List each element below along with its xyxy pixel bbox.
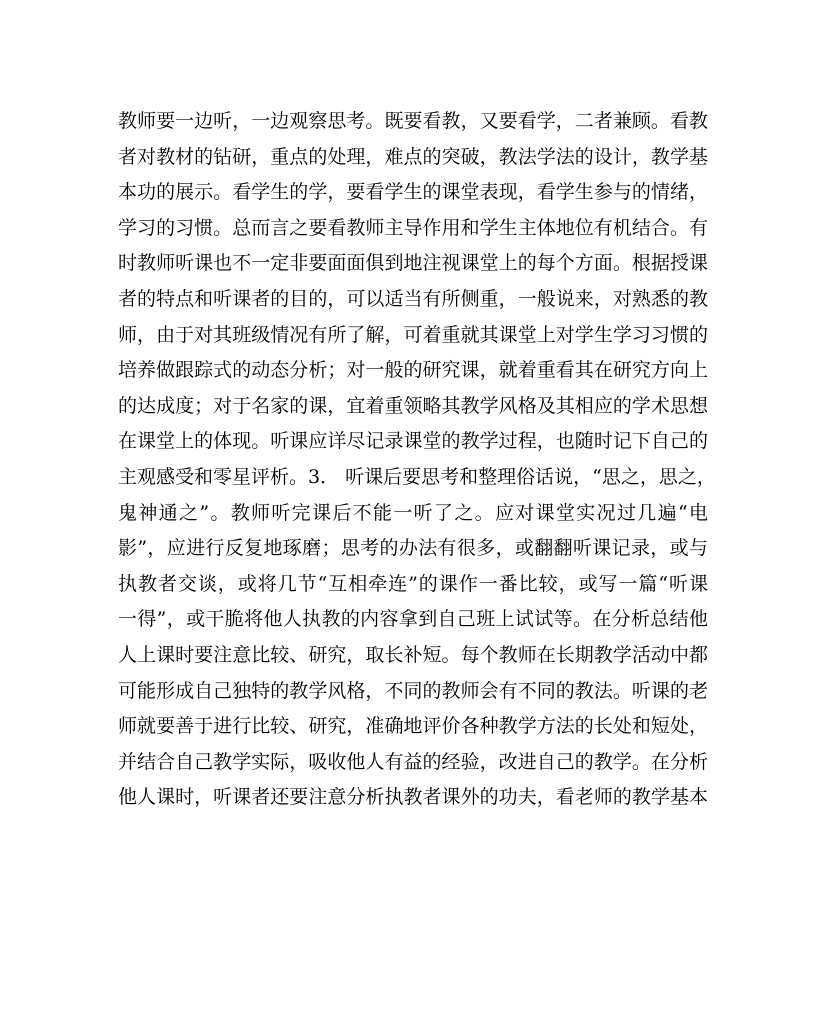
text-line: 本功的展示。看学生的学，要看学生的课堂表现，看学生参与的情绪， [118, 181, 708, 204]
text-line: 的达成度；对于名家的课，宜着重领略其教学风格及其相应的学术思想 [118, 394, 708, 417]
text-line: 一得”，或干脆将他人执教的内容拿到自己班上试试等。在分析总结他 [118, 608, 708, 631]
text-line: 并结合自己教学实际，吸收他人有益的经验，改进自己的教学。在分析 [118, 750, 708, 773]
text-line: 在课堂上的体现。听课应详尽记录课堂的教学过程，也随时记下自己的 [118, 430, 708, 453]
text-line: 影”，应进行反复地琢磨；思考的办法有很多，或翻翻听课记录，或与 [118, 537, 708, 560]
text-line: 师就要善于进行比较、研究，准确地评价各种教学方法的长处和短处， [118, 715, 708, 738]
body-text [118, 104, 716, 816]
text-line: 人上课时要注意比较、研究，取长补短。每个教师在长期教学活动中都 [118, 643, 708, 666]
text-line: 者对教材的钻研，重点的处理，难点的突破，教法学法的设计，教学基 [118, 145, 708, 168]
text-line: 鬼神通之”。教师听完课后不能一听了之。应对课堂实况过几遍“电 [118, 501, 708, 524]
text-line: 者的特点和听课者的目的，可以适当有所侧重，一般说来，对熟悉的教 [118, 287, 708, 310]
text-line: 教师要一边听，一边观察思考。既要看教，又要看学，二者兼顾。看教 [118, 110, 708, 132]
text-line: 培养做跟踪式的动态分析；对一般的研究课，就着重看其在研究方向上 [118, 359, 708, 382]
text-line: 师，由于对其班级情况有所了解，可着重就其课堂上对学生学习习惯的 [118, 323, 708, 346]
text-line: 学习的习惯。总而言之要看教师主导作用和学生主体地位有机结合。有 [118, 216, 708, 239]
text-line: 时教师听课也不一定非要面面俱到地注视课堂上的每个方面。根据授课 [118, 252, 708, 275]
text-line: 他人课时，听课者还要注意分析执教者课外的功夫，看老师的教学基本 [118, 786, 708, 809]
text-line: 执教者交谈，或将几节“互相牵连”的课作一番比较，或写一篇“听课 [118, 572, 708, 595]
text-line: 主观感受和零星评析。3． 听课后要思考和整理俗话说，“思之，思之， [118, 465, 716, 488]
text-line: 可能形成自己独特的教学风格，不同的教师会有不同的教法。听课的老 [118, 679, 708, 702]
